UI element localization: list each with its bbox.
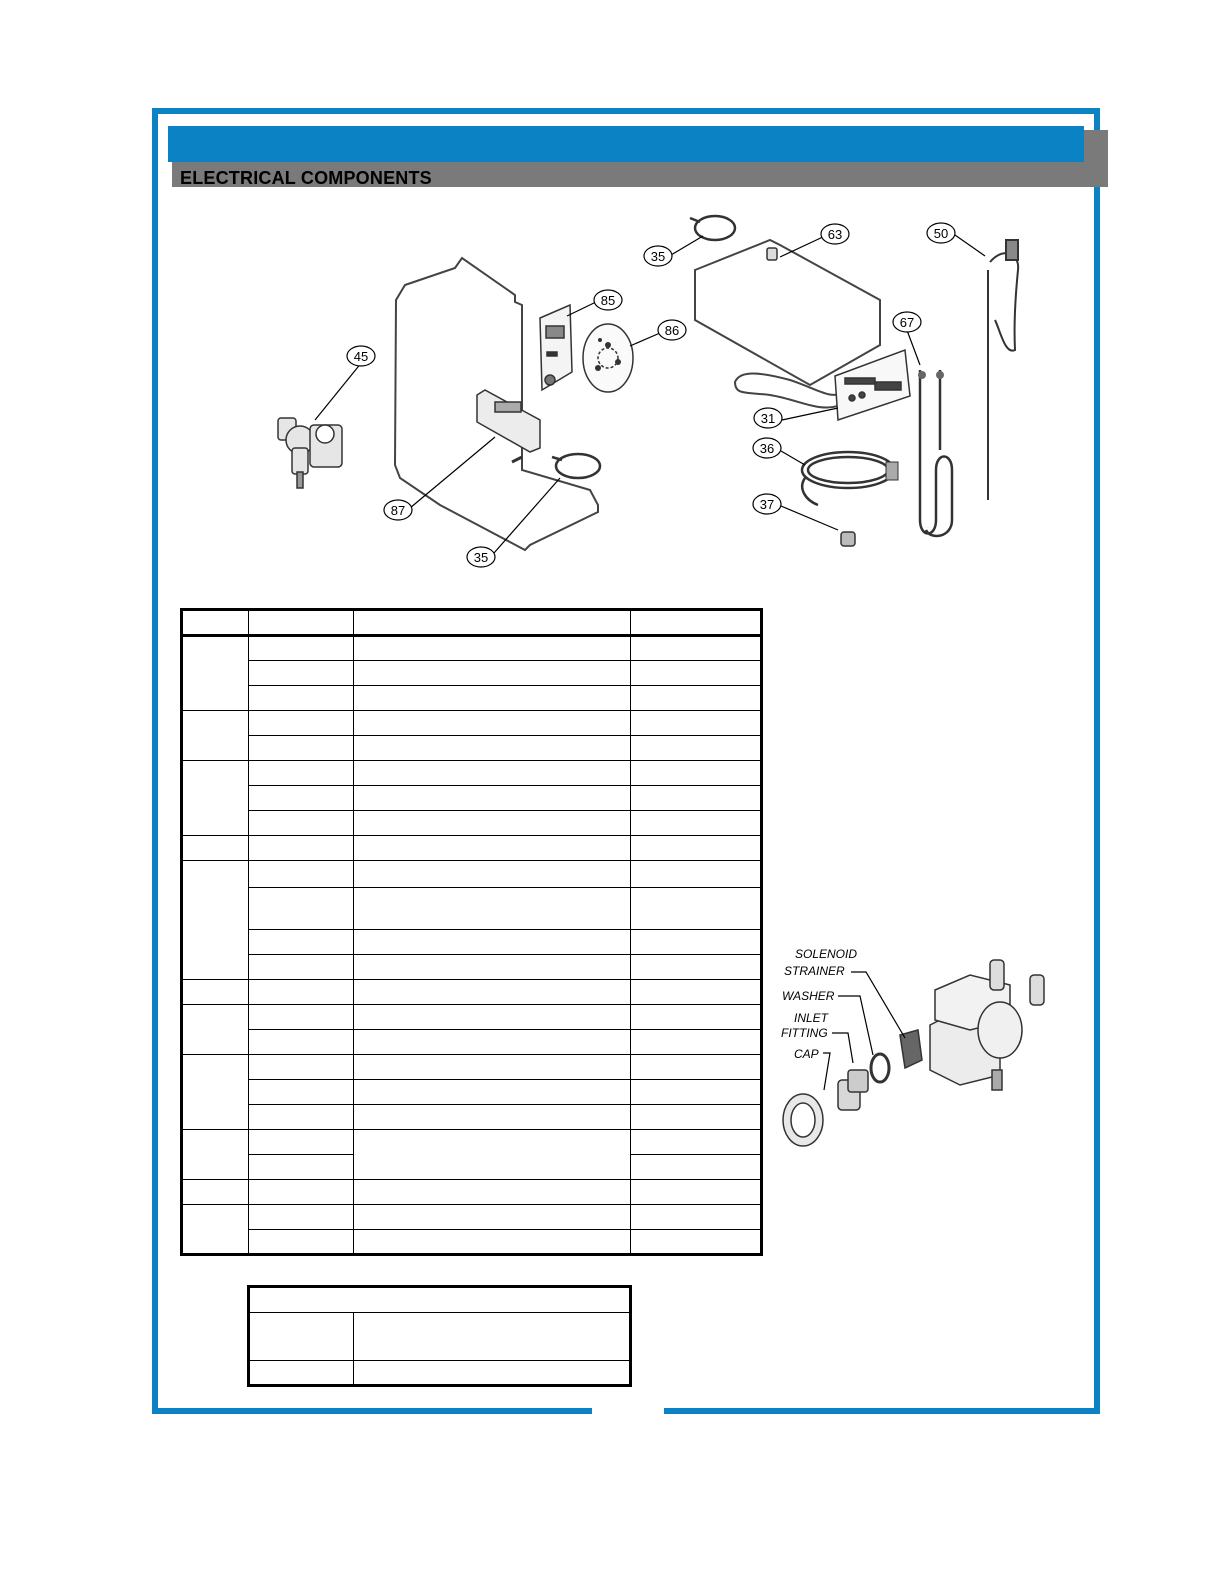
callout-37: 37 <box>759 497 775 512</box>
callout-35-bottom: 35 <box>473 550 489 565</box>
notes-table <box>247 1285 632 1387</box>
bushing-63 <box>767 248 777 260</box>
callout-85: 85 <box>600 293 616 308</box>
table-row <box>182 661 762 686</box>
temperature-probe <box>988 240 1018 500</box>
table-row <box>182 1030 762 1055</box>
front-nameplate <box>835 350 910 420</box>
table-row <box>182 861 762 888</box>
table-row <box>182 1205 762 1230</box>
table-row <box>182 761 762 786</box>
table-row <box>182 1180 762 1205</box>
inlet-fitting-inset <box>783 960 1044 1146</box>
retaining-clip <box>552 454 600 478</box>
callout-67: 67 <box>899 315 915 330</box>
table-row <box>182 736 762 761</box>
label-washer: WASHER <box>782 989 835 1003</box>
table-row <box>182 836 762 861</box>
table-row <box>182 636 762 661</box>
tank-top-panel <box>695 240 880 385</box>
notes-row <box>249 1361 631 1386</box>
heating-element <box>920 370 952 536</box>
section-title: ELECTRICAL COMPONENTS <box>180 168 432 188</box>
notes-header-row <box>249 1287 631 1313</box>
timer-board <box>477 390 540 452</box>
table-row <box>182 1230 762 1255</box>
retaining-clip <box>690 216 735 240</box>
table-row <box>182 811 762 836</box>
solenoid-valve <box>278 418 342 488</box>
table-row <box>182 1055 762 1080</box>
label-inlet: INLET <box>794 1011 829 1025</box>
callout-45: 45 <box>353 349 369 364</box>
callout-31: 31 <box>760 411 776 426</box>
table-row <box>182 711 762 736</box>
table-row <box>182 888 762 930</box>
table-row <box>182 1005 762 1030</box>
callout-63: 63 <box>827 227 843 242</box>
callout-87: 87 <box>390 503 406 518</box>
table-row <box>182 1105 762 1130</box>
table-row <box>182 930 762 955</box>
hose-loop <box>735 374 845 408</box>
strain-relief <box>841 532 855 546</box>
notes-row <box>249 1313 631 1361</box>
callout-86: 86 <box>664 323 680 338</box>
table-row <box>182 1130 762 1155</box>
parts-list-table <box>180 608 763 1256</box>
table-header-row <box>182 610 762 636</box>
table-row <box>182 980 762 1005</box>
control-board <box>540 305 572 390</box>
table-row <box>182 786 762 811</box>
label-cap: CAP <box>794 1047 819 1061</box>
table-row <box>182 686 762 711</box>
label-solenoid: SOLENOID <box>795 947 858 961</box>
power-cord <box>802 452 894 505</box>
callout-36: 36 <box>759 441 775 456</box>
label-strainer: STRAINER <box>784 964 845 978</box>
table-row <box>182 1080 762 1105</box>
callout-50: 50 <box>933 226 949 241</box>
thermostat-dial <box>583 324 633 392</box>
label-fitting: FITTING <box>781 1026 828 1040</box>
callout-35-top: 35 <box>650 249 666 264</box>
table-row <box>182 955 762 980</box>
